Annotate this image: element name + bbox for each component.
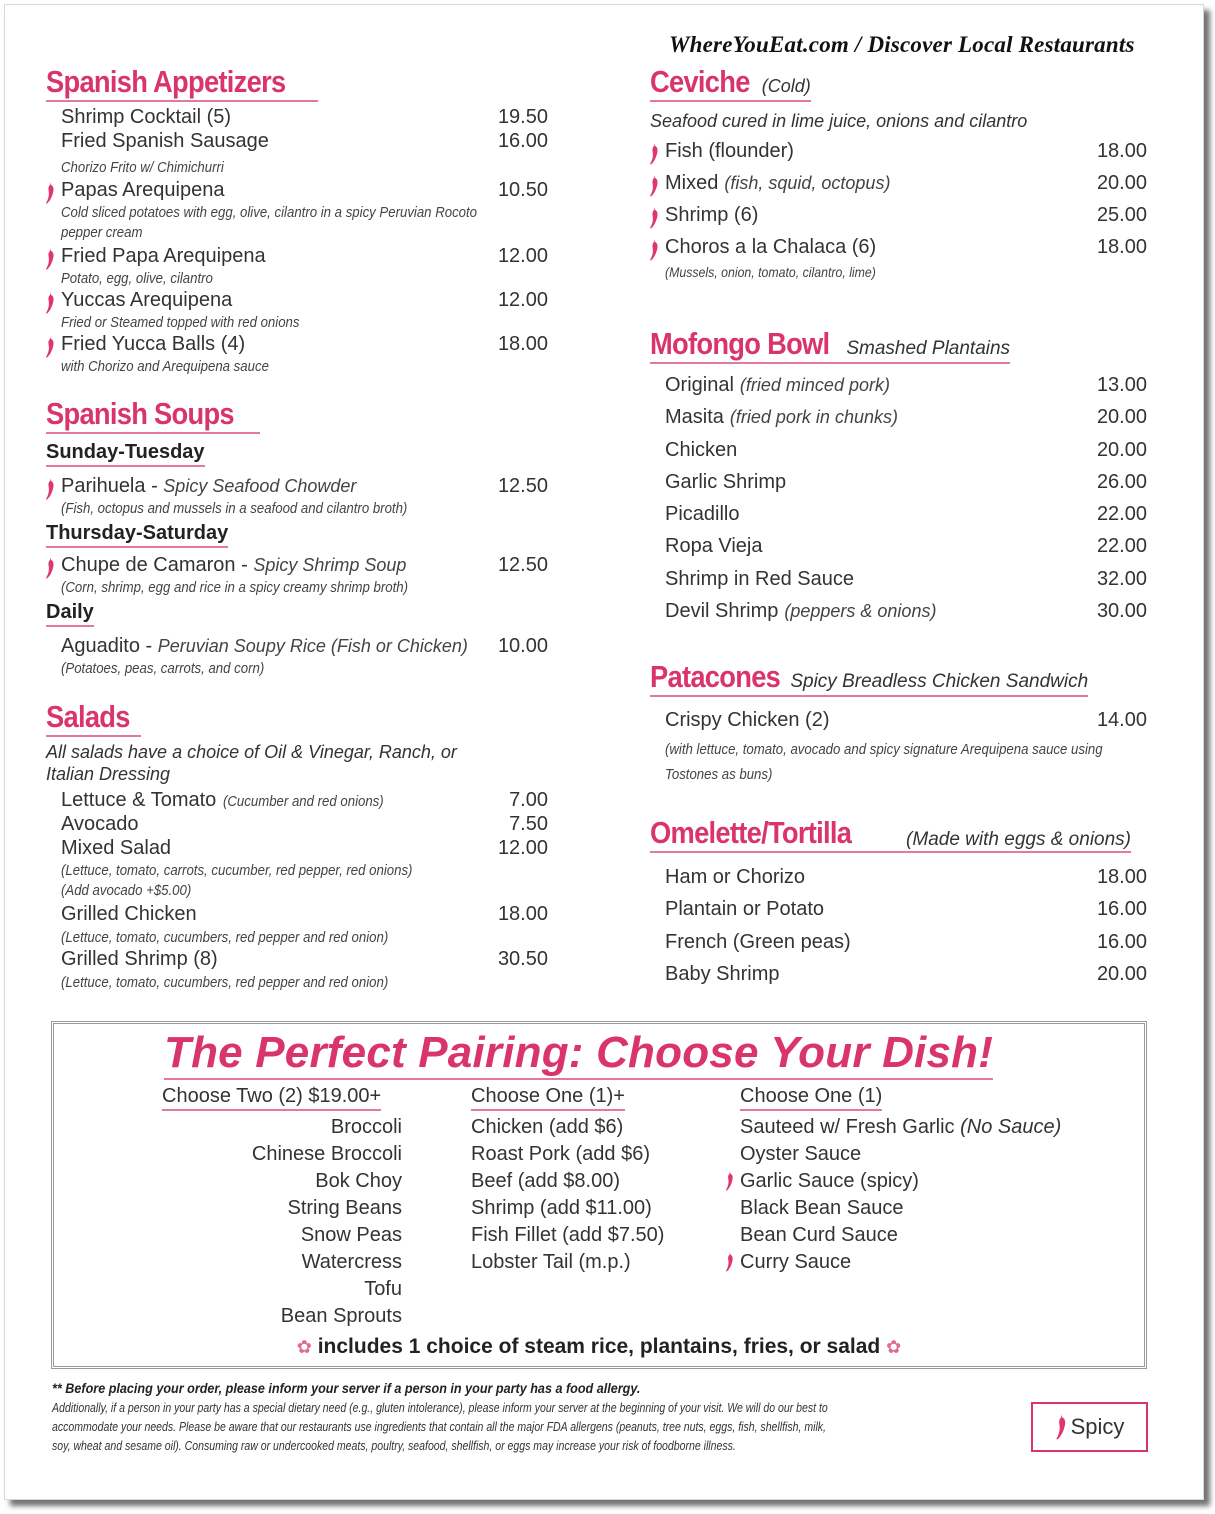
menu-item — [61, 475, 548, 499]
menu-item — [665, 406, 1147, 438]
section-patacones — [650, 660, 1147, 787]
menu-item — [61, 837, 548, 861]
chili-pepper-icon — [649, 239, 659, 261]
menu-item — [665, 535, 1147, 567]
item-description: (Fish, octopus and mussels in a seafood and cilantro broth) — [61, 500, 408, 517]
menu-item — [61, 903, 548, 927]
item-description: (Mussels, onion, tomato, cilantro, lime) — [665, 264, 876, 280]
section-header — [650, 660, 1088, 697]
menu-item — [665, 374, 1147, 406]
item-price: 16.00 — [497, 130, 548, 152]
pairing-option: Broccoli — [330, 1116, 402, 1138]
item-name: Fried Yucca Balls (4) — [61, 333, 246, 355]
menu-item — [61, 106, 548, 130]
menu-item — [665, 471, 1147, 503]
chili-pepper-icon — [45, 557, 55, 579]
item-name: Chupe de Camaron — [61, 554, 236, 576]
section-header — [650, 65, 811, 102]
section-mofongo — [650, 327, 1147, 632]
pairing-option: String Beans — [287, 1197, 402, 1219]
item-note: (peppers & onions) — [784, 601, 937, 622]
item-price: 20.00 — [1096, 172, 1147, 194]
menu-item — [61, 130, 548, 154]
section-ceviche — [650, 65, 1147, 282]
item-description: (Add avocado +$5.00) — [61, 882, 192, 899]
item-name: Parihuela — [61, 475, 146, 497]
pairing-option: Tofu — [364, 1278, 402, 1300]
section-title: Mofongo Bowl — [650, 326, 830, 361]
item-description: (Lettuce, tomato, cucumbers, red pepper and red onion) — [61, 929, 389, 946]
chili-pepper-icon — [45, 248, 55, 270]
menu-item — [61, 289, 548, 313]
item-price: 30.50 — [497, 948, 548, 970]
item-price: 25.00 — [1096, 204, 1147, 226]
item-name: Choros a la Chalaca (6) — [665, 236, 877, 258]
item-description: pepper cream — [61, 224, 143, 241]
item-name: Grilled Shrimp (8) — [61, 948, 218, 970]
item-note: (Cucumber and red onions) — [223, 793, 384, 810]
item-name: Crispy Chicken (2) — [665, 709, 830, 731]
pairing-column-protein — [471, 1085, 701, 1276]
column-header: Choose One (1)+ — [471, 1085, 625, 1111]
item-name: Grilled Chicken — [61, 903, 197, 925]
item-description: Potato, egg, olive, cilantro — [61, 270, 213, 287]
pairing-title: The Perfect Pairing: Choose Your Dish! — [164, 1028, 993, 1080]
item-subtitle: Spicy Shrimp Soup — [253, 555, 407, 575]
option-name: Black Bean Sauce — [740, 1197, 904, 1219]
section-subtitle: Spicy Breadless Chicken Sandwich — [790, 671, 1089, 692]
chili-pepper-icon — [1055, 1414, 1067, 1440]
item-description: Fried or Steamed topped with red onions — [61, 314, 300, 331]
chili-pepper-icon — [45, 336, 55, 358]
item-description: Chorizo Frito w/ Chimichurri — [61, 159, 224, 176]
section-omelette — [650, 816, 1147, 995]
item-price: 22.00 — [1096, 503, 1147, 526]
section-salads — [46, 700, 548, 993]
pairing-option: Beef (add $8.00) — [471, 1170, 620, 1192]
item-price: 20.00 — [1096, 962, 1147, 985]
separator: - — [139, 635, 158, 657]
item-price: 22.00 — [1096, 535, 1147, 558]
allergy-line: soy, wheat and sesame oil). Consuming raw or undercooked meats, poultry, seafood, shellfish, or eggs may increase your risk of foodborne illness. — [52, 1438, 736, 1453]
item-name: Fish (flounder) — [665, 140, 794, 162]
item-price: 18.00 — [497, 333, 548, 355]
menu-item — [665, 963, 1147, 995]
item-price: 30.00 — [1096, 600, 1147, 623]
pairing-footer-text: includes 1 choice of steam rice, plantains, fries, or salad — [317, 1335, 881, 1358]
pairing-option — [740, 1195, 1120, 1222]
menu-item — [665, 140, 1147, 172]
section-header — [46, 65, 318, 102]
item-description: (Potatoes, peas, carrots, and corn) — [61, 660, 265, 677]
site-watermark: WhereYouEat.com / Discover Local Restaurants — [669, 32, 1135, 57]
item-name: Baby Shrimp — [665, 962, 780, 985]
section-title: Spanish Soups — [46, 396, 234, 431]
menu-item — [665, 503, 1147, 535]
pairing-option — [740, 1141, 1120, 1168]
menu-item — [61, 813, 548, 837]
pairing-option: Bean Sprouts — [280, 1305, 402, 1327]
option-name: Curry Sauce — [740, 1251, 852, 1273]
item-price: 18.00 — [1096, 236, 1147, 258]
item-price: 32.00 — [1096, 567, 1147, 590]
pairing-footer — [54, 1335, 1144, 1359]
item-description: (Corn, shrimp, egg and rice in a spicy creamy shrimp broth) — [61, 579, 408, 596]
soup-day-label: Sunday-Tuesday — [46, 441, 205, 467]
item-price: 18.00 — [1096, 140, 1147, 162]
pairing-option: Roast Pork (add $6) — [471, 1143, 650, 1165]
section-title: Salads — [46, 699, 130, 734]
item-name: Shrimp Cocktail (5) — [61, 106, 232, 128]
item-price: 16.00 — [1096, 898, 1147, 921]
item-description: (Lettuce, tomato, carrots, cucumber, red pepper, red onions) — [61, 862, 413, 879]
item-price: 20.00 — [1096, 406, 1147, 429]
pairing-option: Lobster Tail (m.p.) — [471, 1251, 631, 1273]
menu-item — [61, 554, 548, 578]
section-header — [46, 397, 260, 434]
item-name: Picadillo — [665, 503, 740, 526]
section-subtitle: (Cold) — [761, 76, 811, 96]
item-price: 12.00 — [497, 289, 548, 311]
menu-item — [665, 172, 1147, 204]
soup-day-label: Thursday-Saturday — [46, 522, 228, 548]
menu-page — [4, 4, 1204, 1500]
item-price: 7.00 — [509, 789, 548, 811]
menu-item — [665, 866, 1147, 898]
item-price: 12.50 — [497, 554, 548, 576]
pairing-option — [740, 1168, 1120, 1195]
item-name: French (Green peas) — [665, 930, 851, 953]
column-header: Choose Two (2) $19.00+ — [162, 1085, 381, 1111]
pairing-option — [740, 1222, 1120, 1249]
pairing-option: Chinese Broccoli — [251, 1143, 402, 1165]
flower-icon: ✿ — [296, 1337, 312, 1357]
menu-item — [61, 179, 548, 203]
item-name: Original — [665, 374, 734, 396]
item-description: (with lettuce, tomato, avocado and spicy signature Arequipena sauce using — [665, 741, 1103, 758]
ceviche-intro: Seafood cured in lime juice, onions and cilantro — [650, 111, 1028, 131]
item-price: 18.00 — [497, 903, 548, 925]
pairing-option — [740, 1249, 1120, 1276]
item-name: Garlic Shrimp — [665, 470, 787, 493]
item-price: 14.00 — [1096, 709, 1147, 731]
section-soups — [46, 397, 548, 679]
item-description: Cold sliced potatoes with egg, olive, cilantro in a spicy Peruvian Rocoto — [61, 204, 478, 221]
chili-pepper-icon — [45, 182, 55, 204]
menu-item — [665, 439, 1147, 471]
item-note: (fried pork in chunks) — [729, 407, 898, 428]
item-price: 10.00 — [497, 635, 548, 657]
section-title: Spanish Appetizers — [46, 64, 286, 99]
menu-item — [665, 236, 1147, 262]
menu-item — [61, 245, 548, 269]
item-name: Devil Shrimp — [665, 600, 779, 623]
section-appetizers — [46, 65, 548, 377]
item-description: Tostones as buns) — [665, 766, 773, 783]
pairing-option: Watercress — [301, 1251, 402, 1273]
menu-item — [665, 898, 1147, 930]
item-description: (Lettuce, tomato, cucumbers, red pepper and red onion) — [61, 974, 389, 991]
item-name: Mixed — [665, 172, 719, 194]
menu-item — [665, 709, 1147, 737]
flower-icon: ✿ — [886, 1337, 902, 1357]
item-price: 7.50 — [509, 813, 548, 835]
allergy-line: Additionally, if a person in your party has a special dietary need (e.g., gluten intolerance), please inform your server at the beginning of your visit. We will do our best to — [52, 1400, 828, 1415]
item-name: Chicken — [665, 438, 738, 461]
item-price: 12.00 — [497, 837, 548, 859]
legend-label: Spicy — [1070, 1414, 1125, 1439]
section-title: Patacones — [650, 659, 781, 694]
item-name: Ham or Chorizo — [665, 866, 806, 888]
item-name: Mixed Salad — [61, 837, 172, 859]
option-name: Sauteed w/ Fresh Garlic — [740, 1116, 955, 1138]
menu-item — [665, 204, 1147, 236]
section-subtitle: (Made with eggs & onions) — [906, 829, 1131, 850]
item-name: Fried Papa Arequipena — [61, 245, 266, 267]
separator: - — [145, 475, 164, 497]
pairing-option: Snow Peas — [300, 1224, 402, 1246]
column-header: Choose One (1) — [740, 1085, 882, 1111]
pairing-option: Bok Choy — [315, 1170, 402, 1192]
chili-pepper-icon — [649, 143, 659, 165]
section-title: Ceviche — [650, 64, 750, 99]
pairing-option: Fish Fillet (add $7.50) — [471, 1224, 665, 1246]
option-name: Garlic Sauce (spicy) — [740, 1170, 919, 1192]
item-name: Masita — [665, 406, 724, 429]
item-price: 26.00 — [1096, 470, 1147, 493]
chili-pepper-icon — [725, 1252, 734, 1272]
option-note: (No Sauce) — [960, 1116, 1062, 1138]
item-price: 13.00 — [1096, 374, 1147, 396]
item-price: 10.50 — [497, 179, 548, 201]
pairing-box — [51, 1021, 1147, 1369]
item-name: Plantain or Potato — [665, 898, 824, 921]
menu-item — [665, 600, 1147, 632]
section-header — [650, 327, 1010, 364]
item-name: Lettuce & Tomato — [61, 789, 217, 811]
intro-line: All salads have a choice of Oil & Vinegar, Ranch, or — [46, 742, 457, 762]
item-description: with Chorizo and Arequipena sauce — [61, 358, 269, 375]
pairing-option: Chicken (add $6) — [471, 1116, 624, 1138]
pairing-option: Shrimp (add $11.00) — [471, 1197, 652, 1219]
menu-item — [61, 635, 548, 659]
item-name: Avocado — [61, 813, 139, 835]
intro-line: Italian Dressing — [46, 764, 171, 784]
chili-pepper-icon — [649, 175, 659, 197]
chili-pepper-icon — [45, 292, 55, 314]
item-name: Papas Arequipena — [61, 179, 225, 201]
allergy-headline: ** Before placing your order, please inform your server if a person in your party has a food allergy. — [52, 1380, 641, 1396]
item-subtitle: Peruvian Soupy Rice (Fish or Chicken) — [157, 636, 468, 656]
item-name: Fried Spanish Sausage — [61, 130, 269, 152]
chili-pepper-icon — [725, 1171, 734, 1191]
pairing-column-vegetables — [162, 1085, 402, 1330]
pairing-option — [740, 1114, 1120, 1141]
menu-item — [665, 568, 1147, 600]
item-price: 12.50 — [497, 475, 548, 497]
item-name: Ropa Vieja — [665, 535, 763, 558]
item-name: Shrimp in Red Sauce — [665, 567, 854, 590]
item-note: (fish, squid, octopus) — [724, 173, 891, 193]
option-name: Oyster Sauce — [740, 1143, 862, 1165]
allergy-notice — [52, 1380, 992, 1455]
item-price: 19.50 — [497, 106, 548, 128]
item-name: Yuccas Arequipena — [61, 289, 233, 311]
option-name: Bean Curd Sauce — [740, 1224, 898, 1246]
pairing-column-sauce — [740, 1085, 1120, 1276]
allergy-line: accommodate your needs. Please be aware that our restaurants use ingredients that contain all the major FDA allergens (peanuts, tree nuts, eggs, fish, shellfish, milk, — [52, 1419, 826, 1434]
chili-pepper-icon — [649, 207, 659, 229]
menu-item — [61, 333, 548, 357]
chili-pepper-icon — [45, 478, 55, 500]
section-subtitle: Smashed Plantains — [846, 338, 1011, 359]
item-name: Shrimp (6) — [665, 204, 759, 226]
item-price: 18.00 — [1096, 866, 1147, 888]
item-subtitle: Spicy Seafood Chowder — [163, 476, 357, 496]
soup-day-label: Daily — [46, 601, 94, 627]
section-header — [650, 816, 1131, 853]
spicy-legend — [1031, 1402, 1148, 1452]
section-title: Omelette/Tortilla — [650, 815, 852, 850]
mofongo-list — [650, 374, 1147, 632]
item-name: Aguadito — [61, 635, 140, 657]
menu-item — [665, 931, 1147, 963]
separator: - — [235, 554, 254, 576]
salads-intro — [46, 741, 548, 785]
menu-item — [61, 948, 548, 972]
menu-item — [61, 789, 548, 813]
item-note: (fried minced pork) — [739, 375, 890, 395]
section-header — [46, 700, 141, 737]
item-price: 16.00 — [1096, 930, 1147, 953]
item-price: 20.00 — [1096, 438, 1147, 461]
item-price: 12.00 — [497, 245, 548, 267]
